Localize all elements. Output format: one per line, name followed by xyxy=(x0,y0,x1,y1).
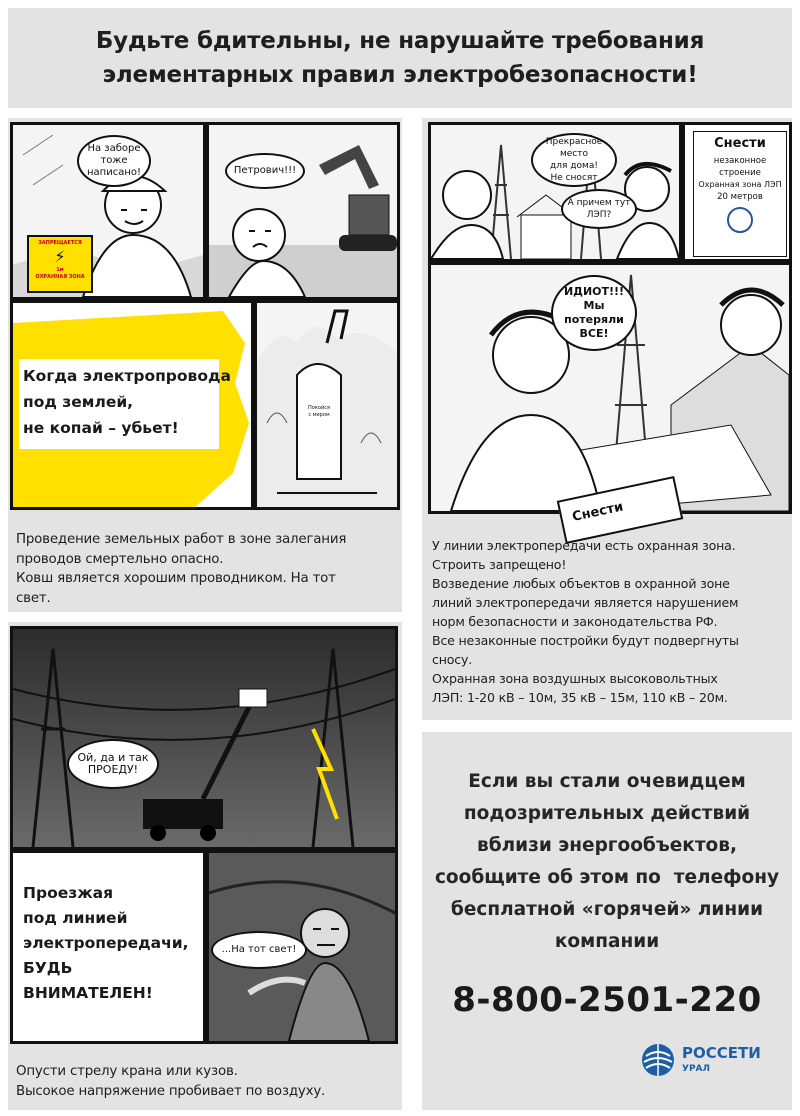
caption-2-line-8: Охранная зона воздушных высоковольтных xyxy=(432,671,718,686)
comic-1-panel-warning xyxy=(10,300,254,510)
caption-2-line-4: линий электропередачи является нарушением xyxy=(432,595,739,610)
sign-mid-text: 1м xyxy=(56,267,64,273)
caption-2-line-7: сносу. xyxy=(432,652,473,667)
brand-subname: УРАЛ xyxy=(682,1064,710,1074)
speech-bubble-fence: На заборе тоже написано! xyxy=(77,135,151,187)
speech-bubble-idiot: ИДИОТ!!! Мы потеряли ВСЕ! xyxy=(551,275,637,351)
caption-1-line-4: свет. xyxy=(16,590,51,606)
hotline-line-2: подозрительных действий xyxy=(463,803,751,824)
hotline-line-6: компании xyxy=(554,931,660,952)
comic-1-panel-worker xyxy=(10,122,206,300)
sign-bottom-text: ОХРАННАЯ ЗОНА xyxy=(35,274,85,280)
caption-2-line-6: Все незаконные постройки будут подвергнуты xyxy=(432,633,739,648)
speech-bubble-petrovich: Петрович!!! xyxy=(225,153,305,189)
caption-1-line-1: Проведение земельных работ в зоне залегания xyxy=(16,532,347,547)
comic-2-panel-notice xyxy=(682,122,792,262)
tombstone-text: Покойся с миром xyxy=(308,405,330,418)
demolition-notice xyxy=(693,131,787,257)
warning-line-1: Когда электропровода xyxy=(23,367,231,385)
comic-1-panel-tombstone xyxy=(254,300,400,510)
caption-2-line-9: ЛЭП: 1-20 кВ – 10м, 35 кВ – 15м, 110 кВ – 20м. xyxy=(432,690,728,705)
speech-bubble-truck: Ой, да и так ПРОЕДУ! xyxy=(67,739,159,789)
comic-3-panel-warning xyxy=(10,850,206,1044)
brand-name: РОССЕТИ xyxy=(682,1044,761,1062)
caption-2-line-3: Возведение любых объектов в охранной зоне xyxy=(432,576,730,591)
comic-2-caption xyxy=(432,536,792,707)
warning-3-line-3: электропередачи, xyxy=(23,934,189,952)
caption-2-line-5: норм безопасности и законодательства РФ. xyxy=(432,614,718,629)
hotline-line-5: бесплатной «горячей» линии xyxy=(450,899,764,920)
header-line-2: элементарных правил электробезопасности! xyxy=(102,62,698,88)
hotline-line-1: Если вы стали очевидцем xyxy=(468,771,746,792)
comic-3-panel-night xyxy=(10,626,398,850)
notice-line-2: строение xyxy=(719,168,761,178)
warning-3-line-4: БУДЬ xyxy=(23,959,73,977)
official-stamp-icon xyxy=(727,207,753,233)
hotline-message xyxy=(422,766,792,958)
warning-3-line-5: ВНИМАТЕЛЕН! xyxy=(23,984,153,1002)
comic-2-panel-couple xyxy=(428,122,682,262)
hotline-line-3: вблизи энергообъектов, xyxy=(476,835,737,856)
caption-1-line-3: Ковш является хорошим проводником. На тот xyxy=(16,571,336,586)
comic-2-panel-despair xyxy=(428,262,792,514)
speech-bubble-lep: А причем тут ЛЭП? xyxy=(561,189,637,229)
comic-3-panel-ghost xyxy=(206,850,398,1044)
comic-3-caption xyxy=(16,1062,396,1101)
comic-1-caption xyxy=(16,530,396,608)
rosseti-logo xyxy=(640,1038,780,1084)
caption-2-line-1: У линии электропередачи есть охранная зона. xyxy=(432,538,736,553)
warning-3-line-2: под линией xyxy=(23,909,128,927)
rosseti-globe-icon xyxy=(640,1042,676,1078)
paper-text: Снести xyxy=(570,499,625,525)
header-line-1: Будьте бдительны, не нарушайте требования xyxy=(95,28,705,54)
hotline-phone-number[interactable]: 8-800-2501-220 xyxy=(452,980,762,1020)
caption-3-line-2: Высокое напряжение пробивает по воздуху. xyxy=(16,1083,326,1099)
notice-line-4: 20 метров xyxy=(717,192,763,202)
excavator-illustration xyxy=(209,125,397,297)
speech-bubble-house: Прекрасное место для дома! Не сносят xyxy=(531,133,617,187)
poster-header xyxy=(8,8,792,108)
caption-3-line-1: Опусти стрелу крана или кузов. xyxy=(16,1064,238,1079)
sign-top-text: ЗАПРЕЩАЕТСЯ xyxy=(38,240,82,246)
warning-line-3: не копай – убьет! xyxy=(23,419,179,437)
comic-1-panel-excavator xyxy=(206,122,400,300)
caption-1-line-2: проводов смертельно опасно. xyxy=(16,551,224,567)
notice-title: Снести xyxy=(714,136,766,151)
notice-line-3: Охранная зона ЛЭП xyxy=(698,180,782,189)
warning-3-line-1: Проезжая xyxy=(23,884,114,902)
warning-line-2: под землей, xyxy=(23,393,134,411)
lightning-icon: ⚡ xyxy=(54,247,66,266)
notice-line-1: незаконное xyxy=(713,156,767,166)
warning-sign xyxy=(27,235,93,293)
night-powerline-illustration xyxy=(13,629,395,847)
hotline-line-4: сообщите об этом по телефону xyxy=(434,867,780,888)
speech-bubble-ghost: ...На тот свет! xyxy=(211,931,307,969)
caption-2-line-2: Строить запрещено! xyxy=(432,557,567,572)
